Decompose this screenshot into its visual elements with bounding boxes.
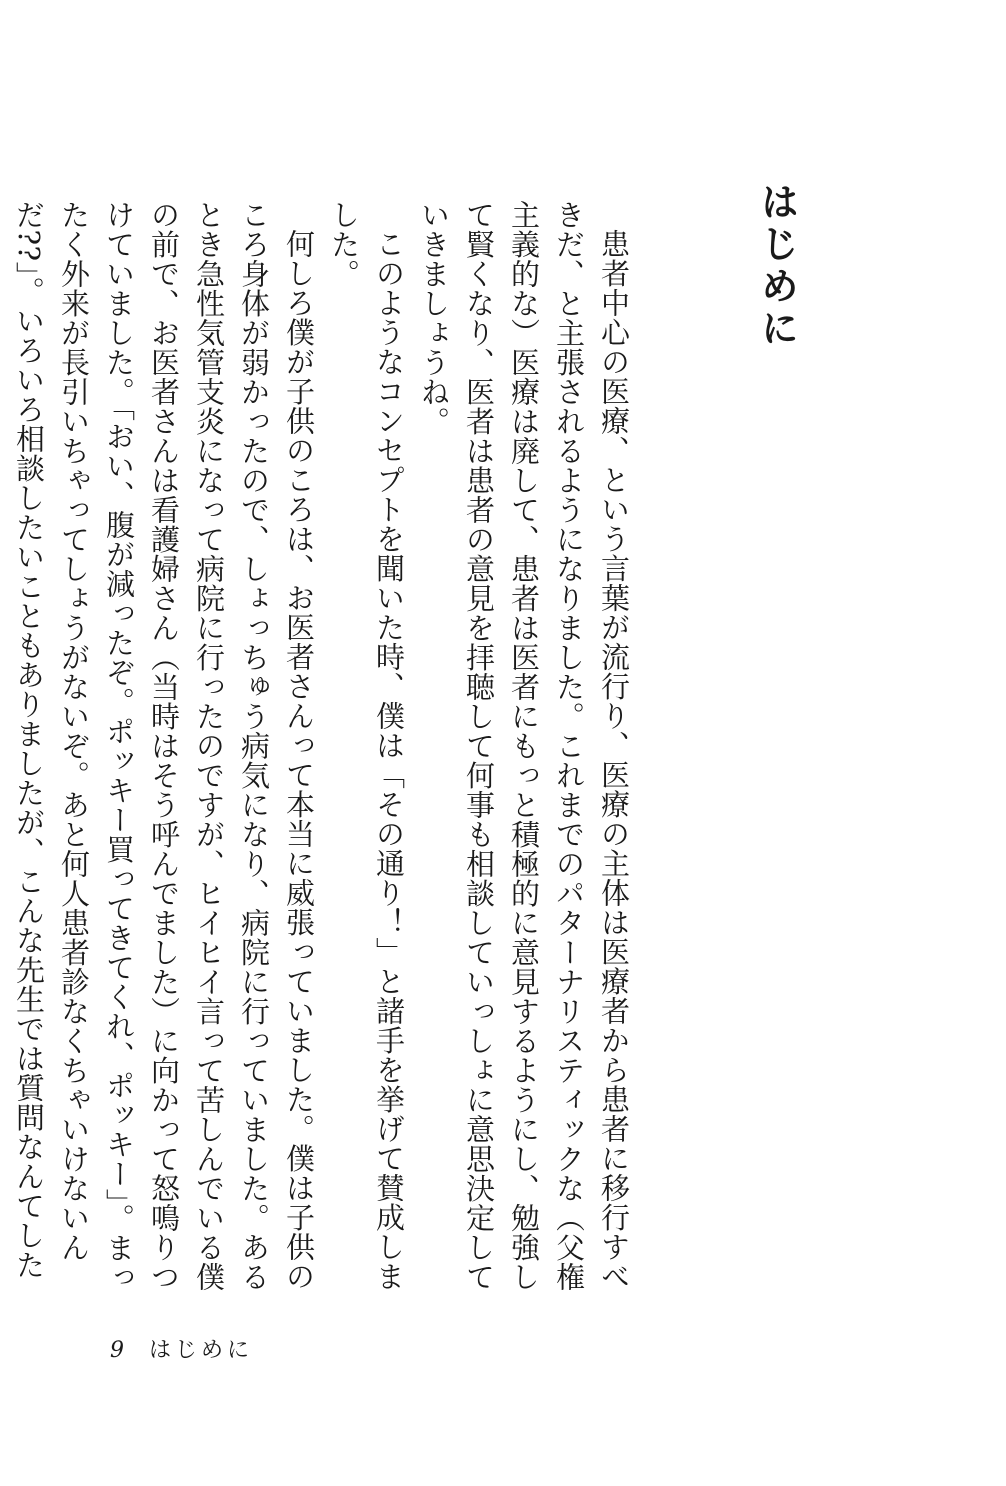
paragraph: このようなコンセプトを聞いた時、僕は「その通り！」と諸手を挙げて賛成しました。 [327, 200, 406, 1291]
page-title: はじめに [754, 182, 799, 350]
paragraph: 患者中心の医療、という言葉が流行り、医療の主体は医療者から患者に移行すべきだ、と主張されるようになりました。これまでのパターナリスティックな（父権主義的な）医療は廃して、患者は医者にもっと積極的に意見するようにし、勉強して賢くなり、医者は患者の意見を拝聴して何事も相談していっしょに意思決定していきましょうね。 [417, 200, 631, 1292]
page-number: 9 [110, 1338, 124, 1363]
paragraph: 何しろ僕が子供のころは、お医者さんって本当に威張っていました。僕は子供のころ身体が弱かったので、しょっちゅう病気になり、病院に行っていました。あるとき急性気管支炎になって病院に行ったのですが、ヒイヒイ言って苦しんでいる僕の前で、お医者さんは看護婦さん（当時はそう呼んでました）に向かって怒鳴りつけていました。「おい、腹が減ったぞ。ポッキー買ってきてくれ、ポッキー」。まったく外来が長引いちゃってしょうがないぞ。あと何人患者診なくちゃいけないんだ??」。いろいろ相談したいこともありましたが、こんな先生では質問なんてした [12, 200, 316, 1292]
running-head: はじめに [149, 1338, 254, 1363]
body-text [0, 200, 636, 1300]
page-footer [110, 1337, 253, 1365]
